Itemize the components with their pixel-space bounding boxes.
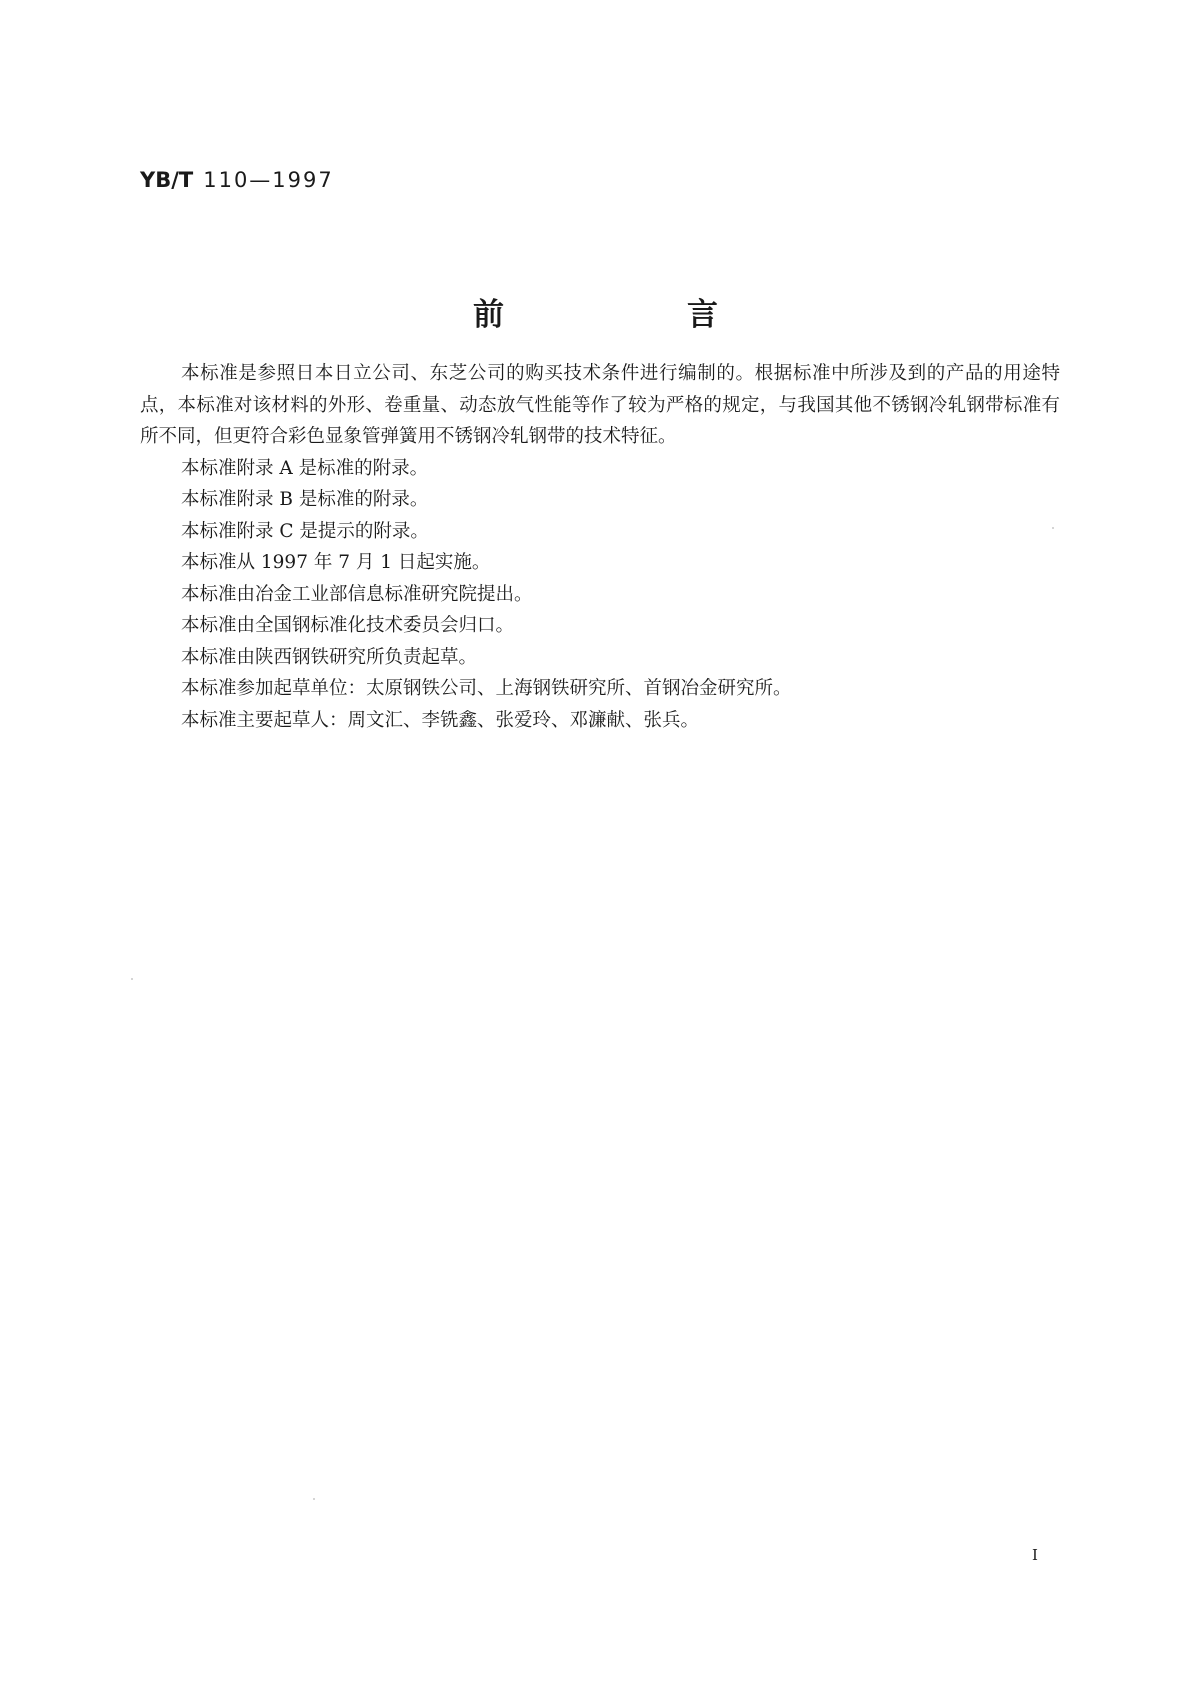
standard-number: 110—1997 <box>203 168 334 192</box>
paragraph-intro: 本标准是参照日本日立公司、东芝公司的购买技术条件进行编制的。根据标准中所涉及到的产品的用途特点，本标准对该材料的外形、卷重量、动态放气性能等作了较为严格的规定，与我国其他不锈钢冷轧钢带标准有所不同，但更符合彩色显象管弹簧用不锈钢冷轧钢带的技术特征。 <box>140 363 1060 447</box>
paragraph-effective-date: 本标准从 1997 年 7 月 1 日起实施。 <box>181 552 491 573</box>
paragraph-appendix-c: 本标准附录 C 是提示的附录。 <box>181 520 429 542</box>
paragraph-administrator: 本标准由全国钢标准化技术委员会归口。 <box>181 615 515 636</box>
paragraph-drafter: 本标准由陕西钢铁研究所负责起草。 <box>181 646 478 668</box>
standard-code <box>140 168 334 192</box>
scan-speck <box>131 978 133 980</box>
paragraph-main-drafters: 本标准主要起草人：周文汇、李铣鑫、张爱玲、邓濂献、张兵。 <box>181 709 700 731</box>
scan-speck <box>313 1498 315 1500</box>
scan-speck <box>1052 527 1054 529</box>
paragraph-appendix-b: 本标准附录 B 是标准的附录。 <box>181 489 429 510</box>
paragraph-proposer: 本标准由冶金工业部信息标准研究院提出。 <box>181 583 533 605</box>
section-title: 前 言 <box>473 297 794 333</box>
paragraph-appendix-a: 本标准附录 A 是标准的附录。 <box>181 457 429 479</box>
paragraph-participating-units: 本标准参加起草单位：太原钢铁公司、上海钢铁研究所、首钢冶金研究所。 <box>181 678 792 699</box>
page-number: I <box>1032 1546 1038 1564</box>
standard-prefix: YB/T <box>140 168 194 192</box>
foreword-body <box>140 358 1060 736</box>
